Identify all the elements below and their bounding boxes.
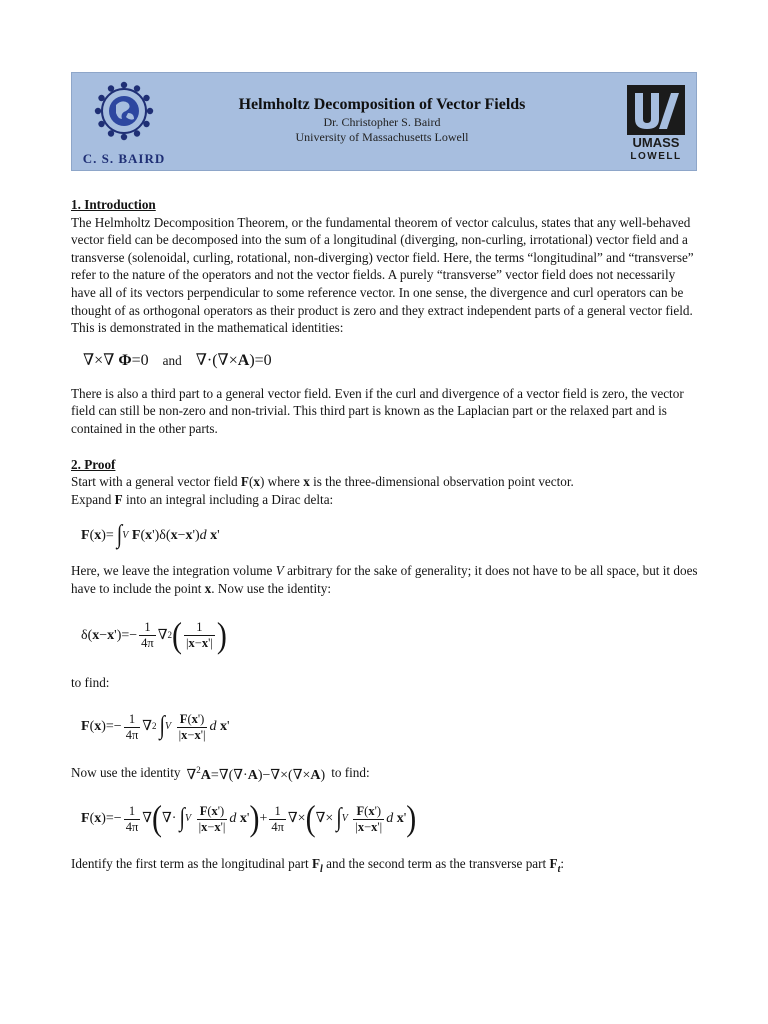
equation-split-form: F ( x )=− $\frac{1}{4\pi}$ ∇ ( ∇· ∫ V $\frac{F(x')}{|x-x'|}$ d x ' ) + $\frac{1}{4\pi}$ ∇× ( ∇× ∫ V $\frac{F(x')}{|x-x'|}$ d x ' ): [81, 798, 417, 839]
third-part-paragraph: There is also a third part to a general vector field. Even if the curl and divergence of a vector field is zero, the vector field can still be non-zero and non-trivial. This third part is known as the Laplacian part or the relaxed part and is contained in the other parts.: [71, 385, 684, 436]
title-block: [232, 95, 532, 145]
affiliation: University of Massachusetts Lowell: [295, 130, 469, 144]
section-heading-introduction: 1. Introduction: [71, 197, 156, 212]
equation-dirac-expansion: F ( x )= ∫ V F ( x ')δ( x − x ') d x ': [81, 519, 220, 549]
cs-baird-logo: [82, 79, 166, 169]
intro-paragraph: The Helmholtz Decomposition Theorem, or the fundamental theorem of vector calculus, states that any well-behaved vector field can be decomposed into the sum of a longitudinal (diverging, non-curling, irrotational) vector field and a transverse (solenoidal, curling, rotational, non-diverging) vector field. Here, the terms “longitudinal” and “transverse” refer to the nature of the operators and not the vector fields. A purely “transverse” vector field does not necessarily have all of its vectors perpendicular to some reference vector. In one sense, the divergence and curl operators can be thought of as orthogonal operators as their product is zero and they extract independent parts of a general vector field. This is demonstrated in the mathematical identities:: [71, 214, 694, 336]
equation-delta-identity: δ( x − x ')=− $\frac{1}{4\pi}$ ∇ 2 ( $\frac{1}{|x-x'|}$ ): [81, 615, 227, 655]
document-body: [71, 196, 701, 879]
umass-lowell-logo: [625, 83, 689, 163]
lowell-text: LOWELL: [630, 151, 682, 162]
equation-curl-grad-div-curl: ∇×∇ Φ=0 and ∇·(∇×A)=0: [83, 351, 272, 369]
globe-gear-icon: [92, 79, 156, 143]
umass-text: UMASS: [632, 135, 680, 150]
proof-paragraph-1: Start with a general vector field F(x) where x is the three-dimensional observation point vector. Expand F into an integral including a Dirac delta:: [71, 474, 574, 507]
logo-caption: C. S. BAIRD: [82, 151, 166, 166]
and-word: and: [162, 352, 182, 368]
vector-identity-line: Now use the identity ∇$^2$A=∇(∇·A)−∇×(∇×A) to find:: [71, 764, 370, 783]
title-banner: [71, 72, 697, 171]
to-find-text-1: to find:: [71, 674, 110, 690]
proof-paragraph-4: Identify the first term as the longitudinal part $F_l$ and the second term as the transverse part $F_t$:: [71, 856, 565, 876]
proof-paragraph-2: Here, we leave the integration volume V arbitrary for the sake of generality; it does not have to be all space, but it does have to include the point x. Now use the identity:: [71, 563, 698, 596]
section-heading-proof: 2. Proof: [71, 456, 116, 472]
author-name: Dr. Christopher S. Baird: [323, 115, 441, 129]
equation-laplacian-form: F ( x )=− $\frac{1}{4\pi}$ ∇ 2 ∫ V $\frac{F(x')}{|x-x'|}$ d x ': [81, 711, 230, 742]
umass-logo-icon: [625, 83, 689, 163]
document-title: Helmholtz Decomposition of Vector Fields: [238, 96, 526, 113]
